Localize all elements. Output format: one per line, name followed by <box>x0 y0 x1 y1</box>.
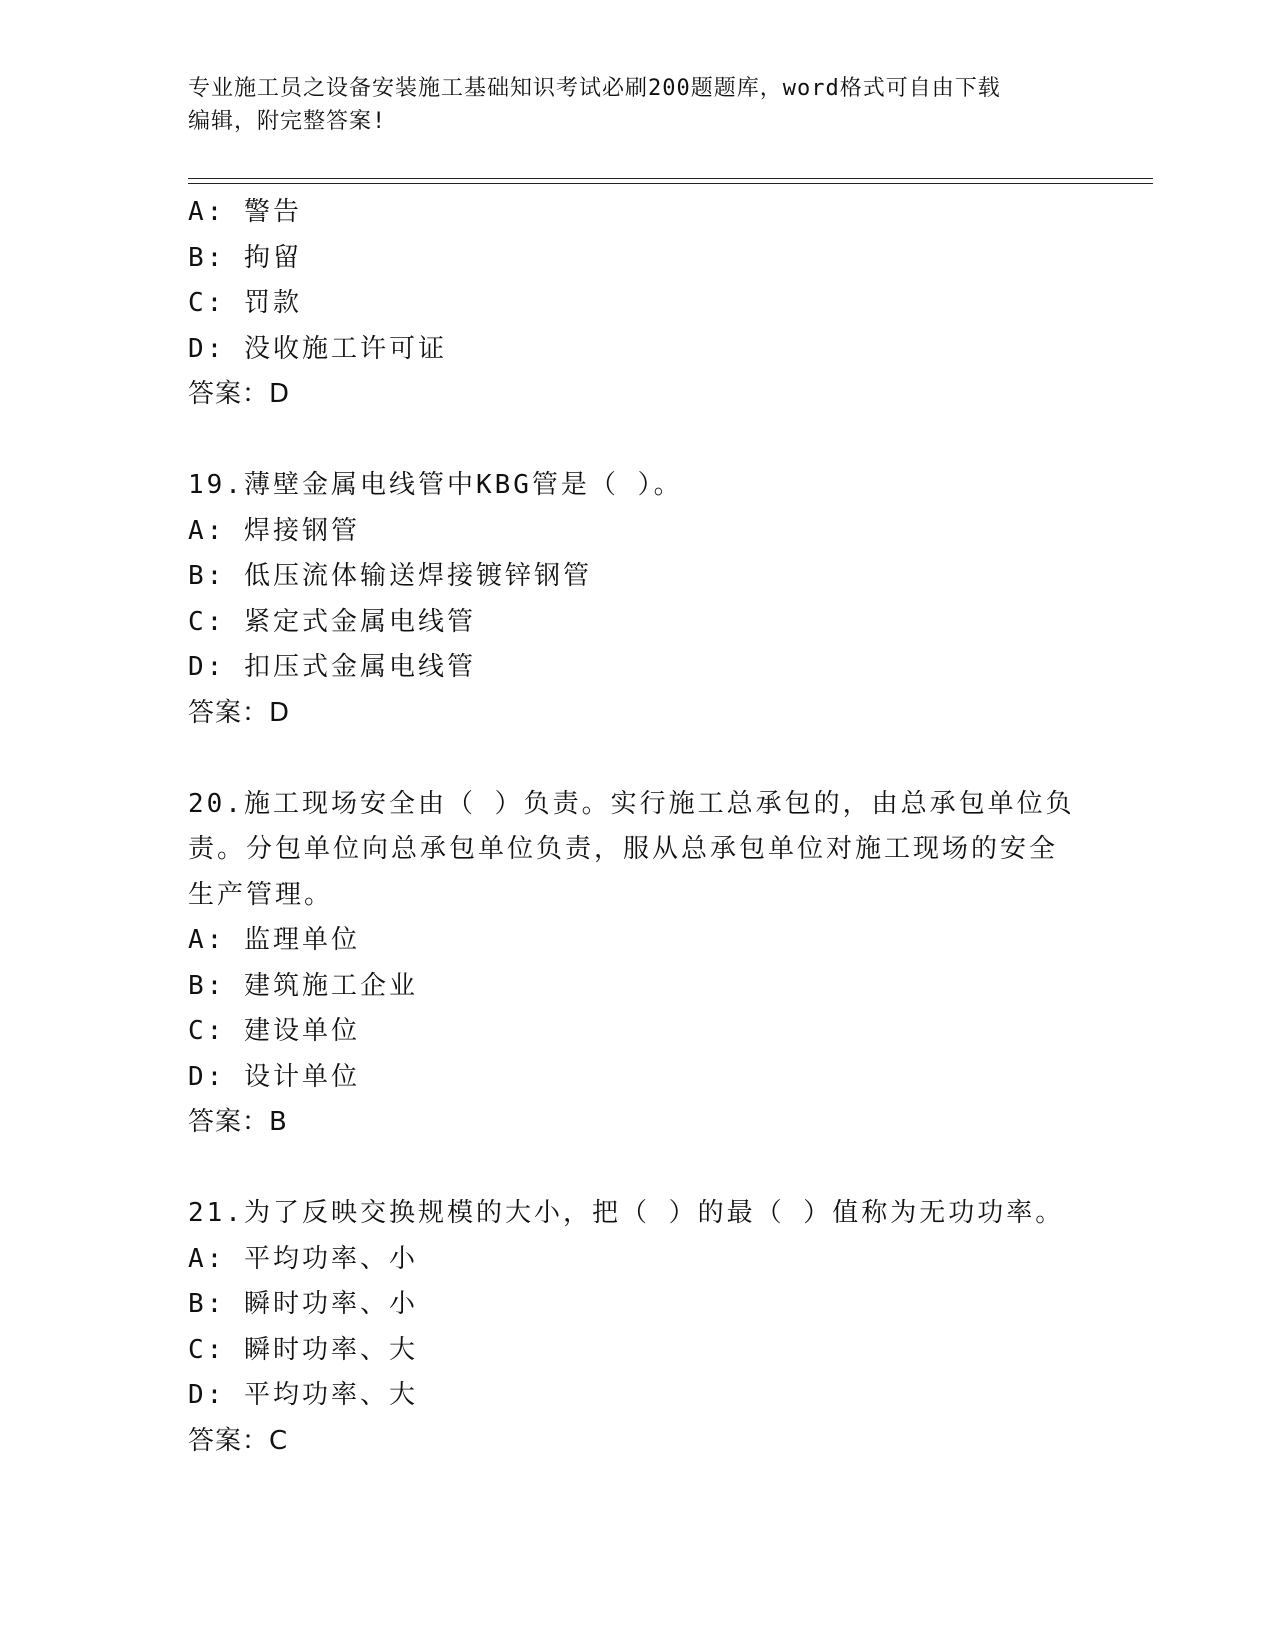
option-b: B: 瞬时功率、小 <box>188 1289 418 1319</box>
option-b: B: 拘留 <box>188 242 302 273</box>
answer-line: 答案：C <box>188 1425 289 1456</box>
option-a: A: 平均功率、小 <box>188 1243 418 1274</box>
option-c: C: 罚款 <box>188 288 302 318</box>
question-text-line-3: 生产管理。 <box>188 879 334 910</box>
answer-line: 答案：D <box>188 697 291 728</box>
option-c: C: 瞬时功率、大 <box>188 1334 418 1365</box>
spacer <box>188 736 1088 782</box>
answer-line: 答案：D <box>188 379 291 409</box>
option-a: A: 监理单位 <box>188 925 360 955</box>
question-text: 19.薄壁金属电线管中KBG管是（ ）。 <box>188 470 683 500</box>
question-text-line-2: 责。分包单位向总承包单位负责，服从总承包单位对施工现场的安全 <box>188 834 1059 864</box>
document-header <box>188 72 1088 138</box>
option-a: A: 警告 <box>188 197 302 227</box>
option-b: B: 建筑施工企业 <box>188 970 418 1001</box>
option-d: D: 设计单位 <box>188 1061 360 1092</box>
question-20-block <box>188 782 1088 1146</box>
option-d: D: 平均功率、大 <box>188 1380 418 1410</box>
option-a: A: 焊接钢管 <box>188 515 360 546</box>
header-title-line-2: 编辑，附完整答案! <box>188 109 387 134</box>
question-19-block <box>188 463 1088 736</box>
header-divider-top <box>188 178 1153 179</box>
question-text: 21.为了反映交换规模的大小，把（ ）的最（ ）值称为无功功率。 <box>188 1198 1065 1228</box>
question-list <box>188 190 1088 1464</box>
option-d: D: 扣压式金属电线管 <box>188 652 476 682</box>
spacer <box>188 1146 1088 1192</box>
header-divider-bottom <box>188 183 1153 184</box>
spacer <box>188 418 1088 464</box>
answer-line: 答案：B <box>188 1107 288 1137</box>
option-c: C: 紧定式金属电线管 <box>188 606 476 637</box>
question-text-line-1: 20.施工现场安全由（ ）负责。实行施工总承包的，由总承包单位负 <box>188 788 1075 819</box>
option-d: D: 没收施工许可证 <box>188 333 447 364</box>
option-c: C: 建设单位 <box>188 1016 360 1046</box>
option-b: B: 低压流体输送焊接镀锌钢管 <box>188 561 592 591</box>
question-18-block <box>188 190 1088 418</box>
question-21-block <box>188 1191 1088 1464</box>
header-title-line-1: 专业施工员之设备安装施工基础知识考试必刷200题题库，word格式可自由下载 <box>188 76 1001 101</box>
